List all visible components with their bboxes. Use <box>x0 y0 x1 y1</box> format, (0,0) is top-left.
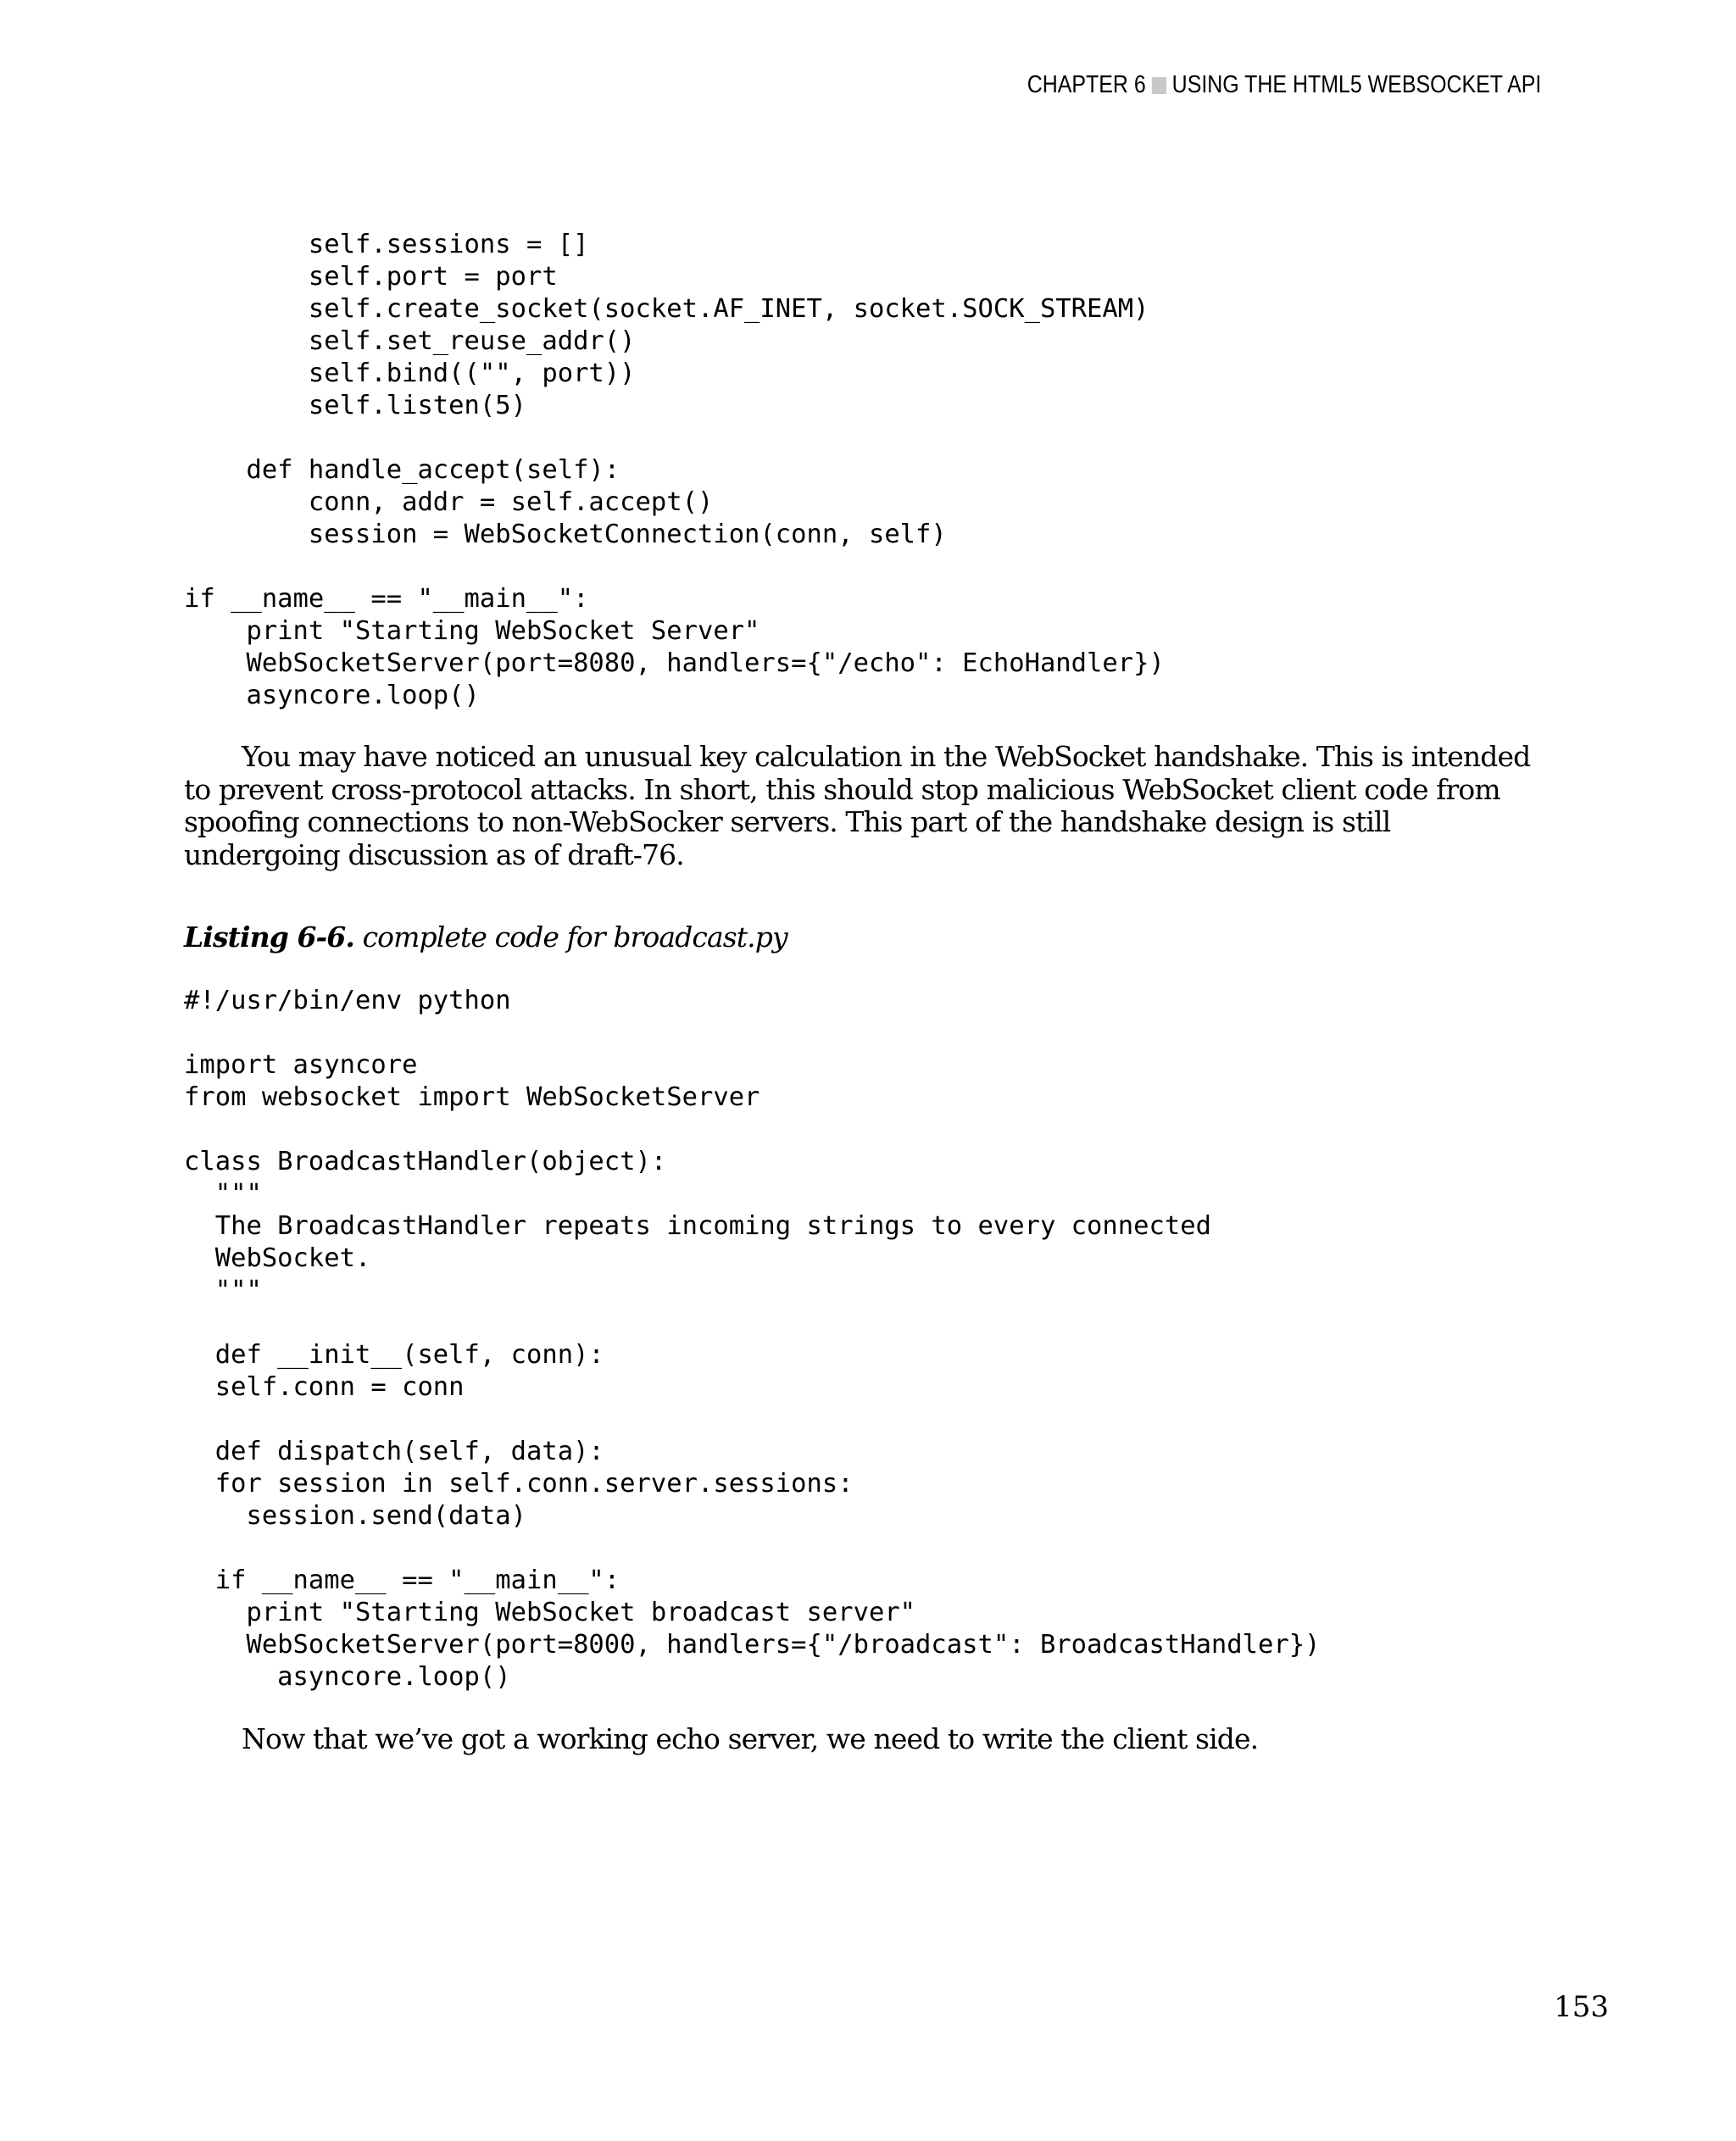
chapter-label: CHAPTER 6 <box>1027 71 1146 98</box>
body-paragraph-client: Now that we’ve got a working echo server, we need to write the client side. <box>242 1722 1259 1755</box>
listing-caption <box>184 920 787 954</box>
page-number: 153 <box>1554 1990 1609 2024</box>
listing-label: Listing 6-6. <box>184 920 354 954</box>
listing-title: complete code for broadcast.py <box>362 920 787 954</box>
chapter-title: USING THE HTML5 WEBSOCKET API <box>1171 71 1541 98</box>
running-header <box>1027 71 1541 99</box>
code-block-broadcast: #!/usr/bin/env python import asyncore from websocket import WebSocketServer class BroadcastHandler(object): """ The BroadcastHandler repeats incoming strings to every connected WebSocket. """ def __init__(self, conn): self.conn = conn def dispatch(self, data): for session in self.conn.server.sessions: session.send(data) if __name__ == "__main__": print "Starting WebSocket broadcast server" WebSocketServer(port=8000, handlers={"/broadcast": BroadcastHandler}) asyncore.loop() <box>184 986 1321 1692</box>
body-paragraph-handshake: You may have noticed an unusual key calculation in the WebSocket handshake. This is intended to prevent cross-protocol attacks. In short, this should stop malicious WebSocket client code from spoofing connections to non-WebSocker servers. This part of the handshake design is still undergoing discussion as of draft-76. <box>184 740 1531 871</box>
header-separator-square <box>1151 77 1166 94</box>
code-block-server-continued: self.sessions = [] self.port = port self.create_socket(socket.AF_INET, socket.SOCK_STREAM) self.set_reuse_addr() self.bind(("", port)) self.listen(5) def handle_accept(self): conn, addr = self.accept() session = WebSocketConnection(conn, self) if __name__ == "__main__": print "Starting WebSocket Server" WebSocketServer(port=8080, handlers={"/echo": EchoHandler}) asyncore.loop() <box>184 230 1165 710</box>
